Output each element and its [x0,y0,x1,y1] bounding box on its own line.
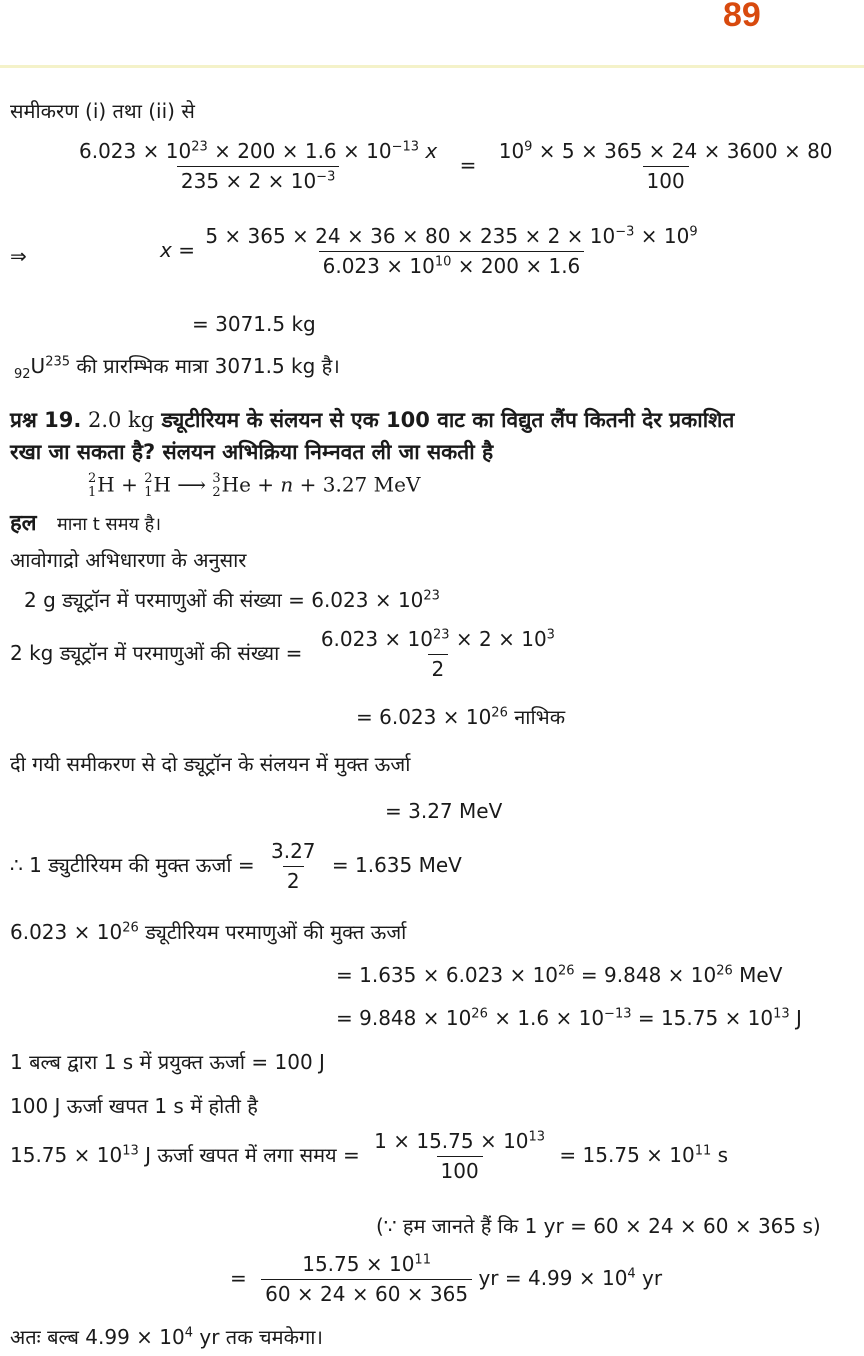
eq1-lhs-fraction: $\frac{6.023 \times 10^{23} \times 200 \times 1.6 \times 10^{-13} x}{235 \times 2 \times 10^{-3}}$ [79,139,438,193]
free-energy-value: = 3.27 MeV [385,799,503,823]
known-relation: (∵ हम जानते हैं कि 1 yr = 60 × 24 × 60 × 365 s) [376,1214,821,1238]
free-energy-text: दी गयी समीकरण से दो ड्यूट्रॉन के संलयन में मुक्त ऊर्जा [10,752,411,776]
result-value: = 3071.5 kg [192,312,316,336]
equation-1: $\frac{6.023 \times 10^{23} \times 200 \times 1.6 \times 10^{-13} x}{235 \times 2 \times 10^{-3}}$ = $\frac{10^9 \times 5 \times 365 \times 24 \times 3600 \times 80}{100}$ [75,140,837,193]
time-equation: $15.75 \times 10^{13}$ J ऊर्जा खपत में लगा समय = $\frac{1 \times 15.75 \times 10^{13}}{100}$ = $15.75 \times 10^{11}$ s [10,1129,729,1183]
atoms-2kg: 2 kg ड्यूट्रॉन में परमाणुओं की संख्या = $\frac{6.023 \times 10^{23} \times 2 \times 10^3}{2}$ [10,628,559,681]
fusion-reaction: 2 1 H + 2 1 H ⟶ 3 2 He + n + 3.27 MeV [88,471,421,500]
eq2-fraction: $\frac{5 \times 365 \times 24 \times 36 \times 80 \times 235 \times 2 \times 10^{-3} \times 10^9}{6.023 \times 10^{10} \times 200 \times 1.6}$ [205,224,698,278]
page-number: 89 [723,0,761,34]
total-energy-label: $6.023 \times 10^{26}$ ड्यूटीरियम परमाणुओं की मुक्त ऊर्जा [10,920,407,944]
years-equation: = $\frac{15.75 \times 10^{11}}{60 \times 24 \times 60 \times 365}$ yr = $4.99 \times 10^4$ yr [230,1252,663,1306]
atoms-2kg-fraction: $\frac{6.023 \times 10^{23} \times 2 \times 10^3}{2}$ [320,627,555,681]
intro-text: समीकरण (i) तथा (ii) से [10,99,195,123]
solution-label: हल [10,511,37,536]
atoms-2g: 2 g ड्यूट्रॉन में परमाणुओं की संख्या = $6.023 \times 10^{23}$ [24,588,440,612]
time-fraction: $\frac{1 \times 15.75 \times 10^{13}}{100}$ [374,1129,546,1183]
header-divider [0,65,864,68]
question-label: प्रश्न 19. [10,408,82,432]
equation-2: x = $\frac{5 \times 365 \times 24 \times 36 \times 80 \times 235 \times 2 \times 10^{-3} \times 10^9}{6.023 \times 10^{10} \times 200 \times 1.6}$ [160,225,702,278]
avogadro-text: आवोगाद्रो अभिधारणा के अनुसार [10,548,247,572]
nuclei-count: = $6.023 \times 10^{26}$ नाभिक [356,705,566,729]
eq1-rhs-fraction: $\frac{10^9 \times 5 \times 365 \times 24 \times 3600 \times 80}{100}$ [498,139,833,193]
years-fraction: $\frac{15.75 \times 10^{11}}{60 \times 24 \times 60 \times 365}$ [261,1253,472,1306]
per-deuterium-energy: ∴ 1 ड्युटीरियम की मुक्त ऊर्जा = $\frac{3.27}{2}$ = 1.635 MeV [10,839,462,893]
question-19-line-1: प्रश्न 19. 2.0 kg ड्यूटीरियम के संलयन से एक 100 वाट का विद्युत लैंप कितनी देर प्रकाशित [10,408,735,432]
per-deuterium-fraction: $\frac{3.27}{2}$ [270,839,316,893]
consumption-text: 100 J ऊर्जा खपत 1 s में होती है [10,1094,258,1118]
question-19-line-2: रखा जा सकता है? संलयन अभिक्रिया निम्नवत ली जा सकती है [10,440,494,464]
solution-start: हल माना t समय है। [10,511,162,536]
conclusion-line: $_{92}U^{235}$ की प्रारम्भिक मात्रा 3071.5 kg है। [14,354,340,382]
implies-symbol: ⇒ [10,244,27,268]
bulb-energy: 1 बल्ब द्वारा 1 s में प्रयुक्त ऊर्जा = 100 J [10,1050,325,1074]
total-energy-eq-1: = $1.635 \times 6.023 \times 10^{26} = 9.848 \times 10^{26}$ MeV [336,963,783,987]
final-answer: अतः बल्ब $4.99 \times 10^4$ yr तक चमकेगा। [10,1325,323,1349]
total-energy-eq-2: = $9.848 \times 10^{26} \times 1.6 \times 10^{-13} = 15.75 \times 10^{13}$ J [336,1006,802,1030]
